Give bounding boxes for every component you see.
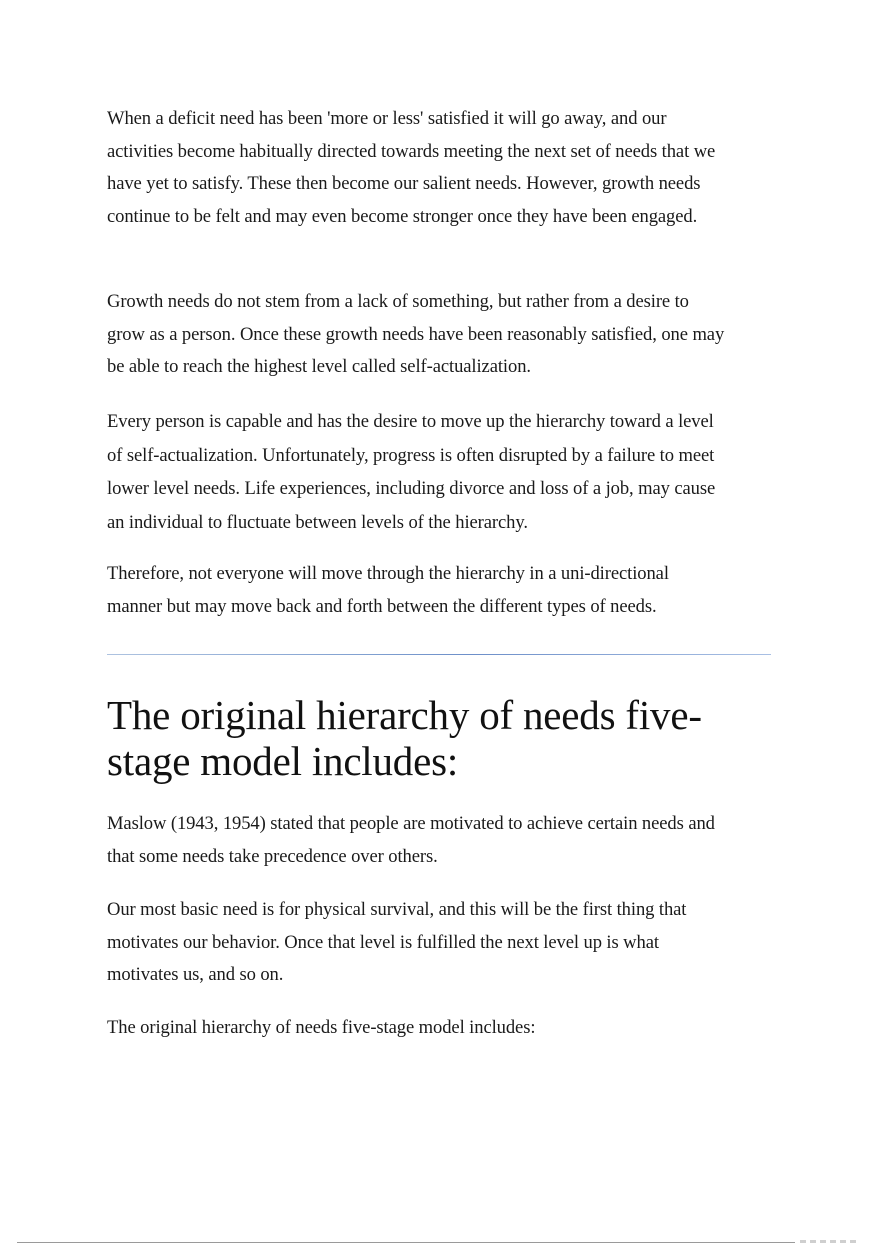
section-heading: The original hierarchy of needs five-stage model includes: [107, 692, 702, 784]
paragraph-growth-needs: Growth needs do not stem from a lack of something, but rather from a desire to grow as a person. Once these growth needs have been reasonably satisfied, one may be able to reach the highest level called self-actualization. [107, 291, 725, 377]
footer-marks [800, 1240, 860, 1243]
paragraph-deficit-needs: When a deficit need has been 'more or less' satisfied it will go away, and our activities become habitually directed towards meeting the next set of needs that we have yet to satisfy. These then become our salient needs. However, growth needs continue to be felt and may even become stronger once they have been engaged. [107, 108, 716, 227]
section-divider [107, 654, 771, 655]
paragraph-maslow: Maslow (1943, 1954) stated that people are motivated to achieve certain needs and that some needs take precedence over others. [107, 813, 715, 867]
paragraph-model-intro: The original hierarchy of needs five-stage model includes: [107, 1017, 536, 1038]
paragraph-self-actualization: Every person is capable and has the desire to move up the hierarchy toward a level of self-actualization. Unfortunately, progress is often disrupted by a failure to meet lower level needs. Life experiences, including divorce and loss of a job, may cause an individual to fluctuate between levels of the hierarchy. [107, 411, 716, 533]
footer-divider [17, 1242, 795, 1243]
paragraph-uni-directional: Therefore, not everyone will move through the hierarchy in a uni-directional manner but may move back and forth between the different types of needs. [107, 563, 669, 617]
paragraph-basic-need: Our most basic need is for physical survival, and this will be the first thing that motivates our behavior. Once that level is fulfilled the next level up is what motivates us, and so on. [107, 899, 687, 985]
